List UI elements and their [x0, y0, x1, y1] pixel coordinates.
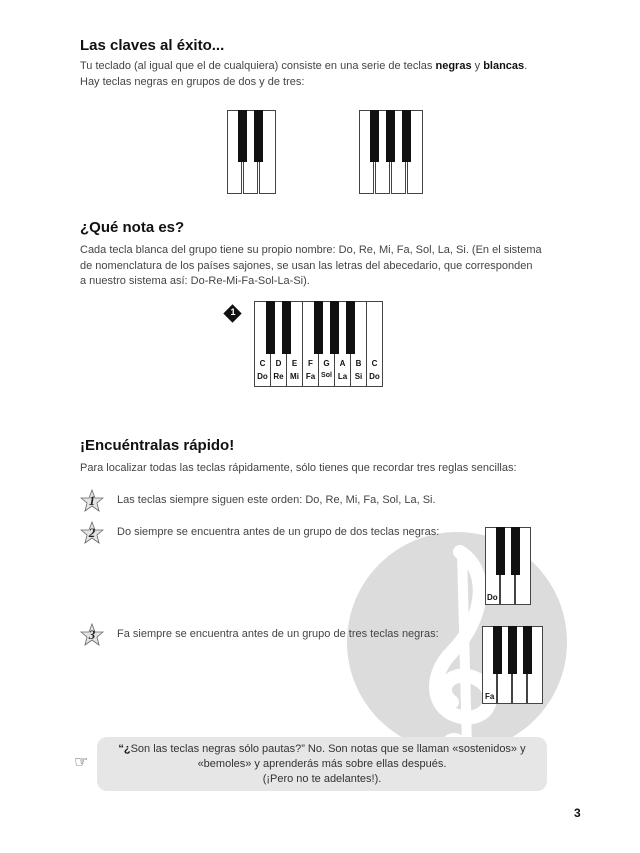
black-key	[523, 626, 532, 674]
note-letter: B	[355, 359, 362, 368]
section3-intro: Para localizar todas las teclas rápidamente, sólo tienes que recordar tres reglas sencillas:	[80, 462, 517, 474]
note-letter: E	[291, 359, 298, 368]
rule-text: Do siempre se encuentra antes de un grupo de dos teclas negras:	[117, 526, 440, 538]
note-name: Do	[257, 372, 268, 381]
black-key	[330, 301, 339, 354]
section-title-que-nota: ¿Qué nota es?	[80, 219, 185, 236]
note-letter: F	[308, 359, 313, 368]
section2-line3: a nuestro sistema así: Do-Re-Mi-Fa-Sol-La-Si).	[80, 275, 310, 287]
note-letter: A	[339, 359, 346, 368]
rule-text: Fa siempre se encuentra antes de un grupo de tres teclas negras:	[117, 628, 439, 640]
section-title-encuentralas: ¡Encuéntralas rápido!	[80, 437, 235, 454]
section2-line2: de nomenclatura de los países sajones, se usan las letras del abecedario, que corresponden	[80, 259, 533, 272]
keyboard-group-three-black	[359, 110, 423, 194]
tip-line1-text: Son las teclas negras sólo pautas?” No. Son notas que se llaman «sostenidos» y	[130, 743, 526, 755]
intro-text-part: Tu teclado (al igual que el de cualquiera) consiste en una serie de teclas	[80, 60, 436, 72]
bold-blancas: blancas	[483, 60, 525, 72]
intro-text-line2: Hay teclas negras en grupos de dos y de tres:	[80, 75, 305, 88]
rule-text: Las teclas siempre siguen este orden: Do, Re, Mi, Fa, Sol, La, Si.	[117, 494, 436, 506]
tip-line2: «bemoles» y aprenderás más sobre ellas después.	[197, 758, 447, 770]
rule-star-icon	[80, 521, 104, 545]
black-key	[314, 301, 323, 354]
bold-negras: negras	[435, 60, 472, 72]
pointing-hand-icon: ☞	[74, 754, 89, 771]
track-number-badge	[224, 305, 242, 323]
keyboard-do-example	[485, 527, 531, 605]
black-key	[370, 110, 379, 162]
note-letter: C	[259, 359, 266, 368]
black-key	[508, 626, 517, 674]
rule-number: 2	[88, 525, 96, 540]
black-key	[496, 527, 505, 575]
tip-box	[97, 737, 547, 791]
note-letter: G	[323, 359, 330, 368]
page-number: 3	[574, 806, 581, 820]
intro-text-end: .	[524, 60, 528, 72]
section-title-claves: Las claves al éxito...	[80, 37, 225, 54]
tip-line3: (¡Pero no te adelantes!).	[262, 773, 382, 785]
section-intro-text	[80, 59, 580, 90]
track-number: 1	[230, 307, 236, 317]
note-letter: D	[275, 359, 282, 368]
black-key	[493, 626, 502, 674]
note-name: Si	[354, 372, 363, 381]
note-name: Mi	[290, 372, 299, 381]
black-key	[238, 110, 247, 162]
rule-number: 1	[88, 493, 96, 508]
key-label-fa: Fa	[485, 692, 495, 701]
black-key	[511, 527, 520, 575]
black-key	[346, 301, 355, 354]
black-key	[266, 301, 275, 354]
labeled-keyboard	[254, 301, 385, 387]
black-key	[386, 110, 395, 162]
tip-line1	[97, 742, 547, 757]
keyboard-fa-example	[482, 626, 543, 704]
keyboard-group-two-black	[227, 110, 276, 194]
key-label-do: Do	[487, 593, 498, 602]
note-name: Do	[369, 372, 380, 381]
tip-quote-mark: “¿	[118, 743, 131, 755]
black-key	[254, 110, 263, 162]
note-name: Re	[273, 372, 284, 381]
note-name: Fa	[305, 372, 316, 381]
rule-star-icon	[80, 489, 104, 513]
black-key	[282, 301, 291, 354]
section2-text	[80, 243, 580, 290]
note-name: Sol	[321, 372, 332, 379]
rule-number: 3	[88, 627, 96, 642]
section2-line1: Cada tecla blanca del grupo tiene su propio nombre: Do, Re, Mi, Fa, Sol, La, Si. (En el sistema	[80, 244, 542, 256]
black-key	[402, 110, 411, 162]
intro-text-and: y	[471, 60, 484, 72]
rule-star-icon	[80, 623, 104, 647]
note-name: La	[337, 372, 348, 381]
note-letter: C	[371, 359, 378, 368]
